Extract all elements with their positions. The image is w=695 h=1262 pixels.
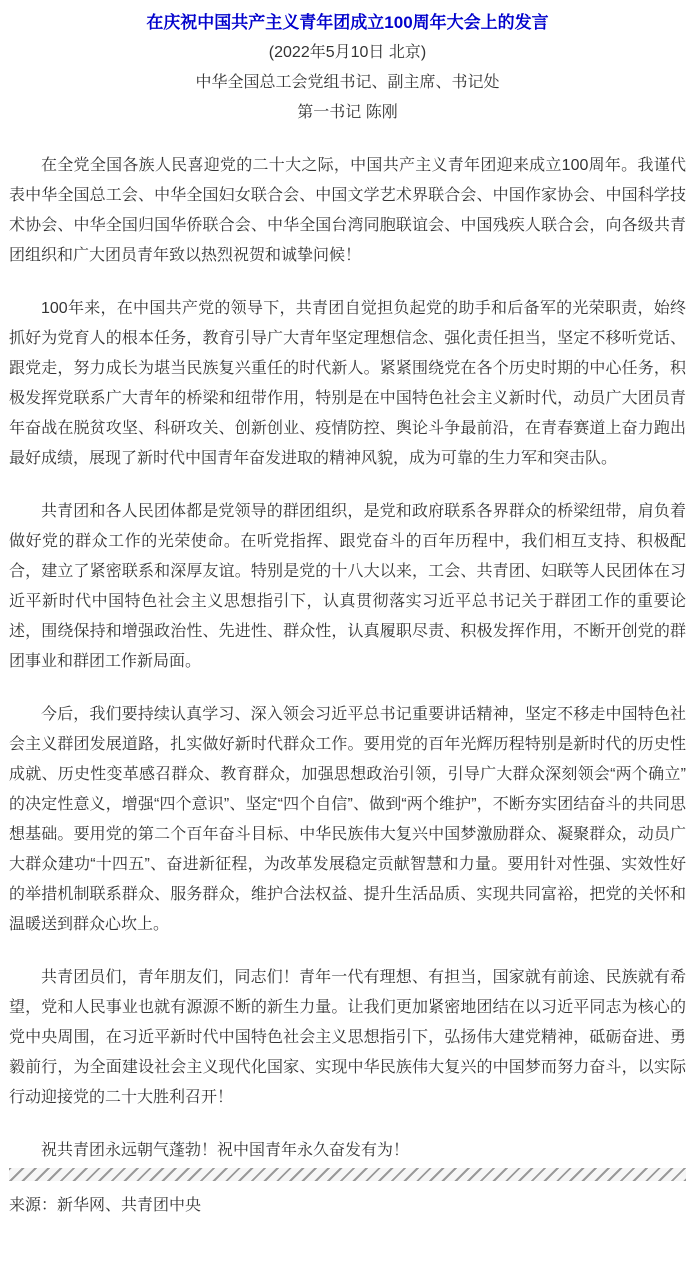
paragraph-history: 100年来，在中国共产党的领导下，共青团自觉担负起党的助手和后备军的光荣职责，始终抓好为党育人的根本任务，教育引导广大青年坚定理想信念、强化责任担当，坚定不移听党话、跟党走，努力成长为堪当民族复兴重任的时代新人。紧紧围绕党在各个历史时期的中心任务，积极发挥党联系广大青年的桥梁和纽带作用，特别是在中国特色社会主义新时代，动员广大团员青年奋战在脱贫攻坚、科研攻关、创新创业、疫情防控、舆论斗争最前沿，在青春赛道上奋力跑出最好成绩，展现了新时代中国青年奋发进取的精神风貌，成为可靠的生力军和突击队。 xyxy=(9,300,686,467)
article-title: 在庆祝中国共产主义青年团成立100周年大会上的发言 xyxy=(146,13,549,32)
hatched-divider xyxy=(9,1168,686,1181)
paragraph-closing-wishes: 祝共青团永远朝气蓬勃！祝中国青年永久奋发有为！ xyxy=(41,1142,410,1159)
article-date: (2022年5月10日 北京) xyxy=(268,44,427,61)
paragraph-call-to-youth: 共青团员们，青年朋友们，同志们！青年一代有理想、有担当，国家就有前途、民族就有希望，党和人民事业也就有源源不断的新生力量。让我们更加紧密地团结在以习近平同志为核心的党中央周围，在习近平新时代中国特色社会主义思想指引下，弘扬伟大建党精神，砥砺奋进、勇毅前行，为全面建设社会主义现代化国家、实现中华民族伟大复兴的中国梦而努力奋斗，以实际行动迎接党的二十大胜利召开！ xyxy=(9,969,686,1106)
source-line: 来源：新华网、共青团中央 xyxy=(9,1197,202,1214)
paragraph-greeting: 在全党全国各族人民喜迎党的二十大之际，中国共产主义青年团迎来成立100周年。我谨代表中华全国总工会、中华全国妇女联合会、中国文学艺术界联合会、中国作家协会、中国科学技术协会、中华全国归国华侨联合会、中华全国台湾同胞联谊会、中国残疾人联合会，向各级共青团组织和广大团员青年致以热烈祝贺和诚挚问候！ xyxy=(9,157,686,264)
paragraph-mass-organizations: 共青团和各人民团体都是党领导的群团组织，是党和政府联系各界群众的桥梁纽带，肩负着做好党的群众工作的光荣使命。在听党指挥、跟党奋斗的百年历程中，我们相互支持、积极配合，建立了紧密联系和深厚友谊。特别是党的十八大以来，工会、共青团、妇联等人民团体在习近平新时代中国特色社会主义思想指引下，认真贯彻落实习近平总书记关于群团工作的重要论述，围绕保持和增强政治性、先进性、群众性，认真履职尽责、积极发挥作用，不断开创党的群团事业和群团工作新局面。 xyxy=(9,503,686,670)
article-header xyxy=(9,8,686,128)
paragraph-future-tasks: 今后，我们要持续认真学习、深入领会习近平总书记重要讲话精神，坚定不移走中国特色社会主义群团发展道路，扎实做好新时代群众工作。要用党的百年光辉历程特别是新时代的历史性成就、历史性变革感召群众、教育群众，加强思想政治引领，引导广大群众深刻领会“两个确立”的决定性意义，增强“四个意识”、坚定“四个自信”、做到“两个维护”，不断夯实团结奋斗的共同思想基础。要用党的第二个百年奋斗目标、中华民族伟大复兴中国梦激励群众、凝聚群众，动员广大群众建功“十四五”、奋进新征程，为改革发展稳定贡献智慧和力量。要用针对性强、实效性好的举措机制联系群众、服务群众，维护合法权益、提升生活品质、实现共同富裕，把党的关怀和温暖送到群众心坎上。 xyxy=(9,706,686,933)
article-author-org: 中华全国总工会党组书记、副主席、书记处 xyxy=(195,74,500,91)
article-author-name: 第一书记 陈刚 xyxy=(297,104,398,121)
article-body xyxy=(9,151,686,1166)
